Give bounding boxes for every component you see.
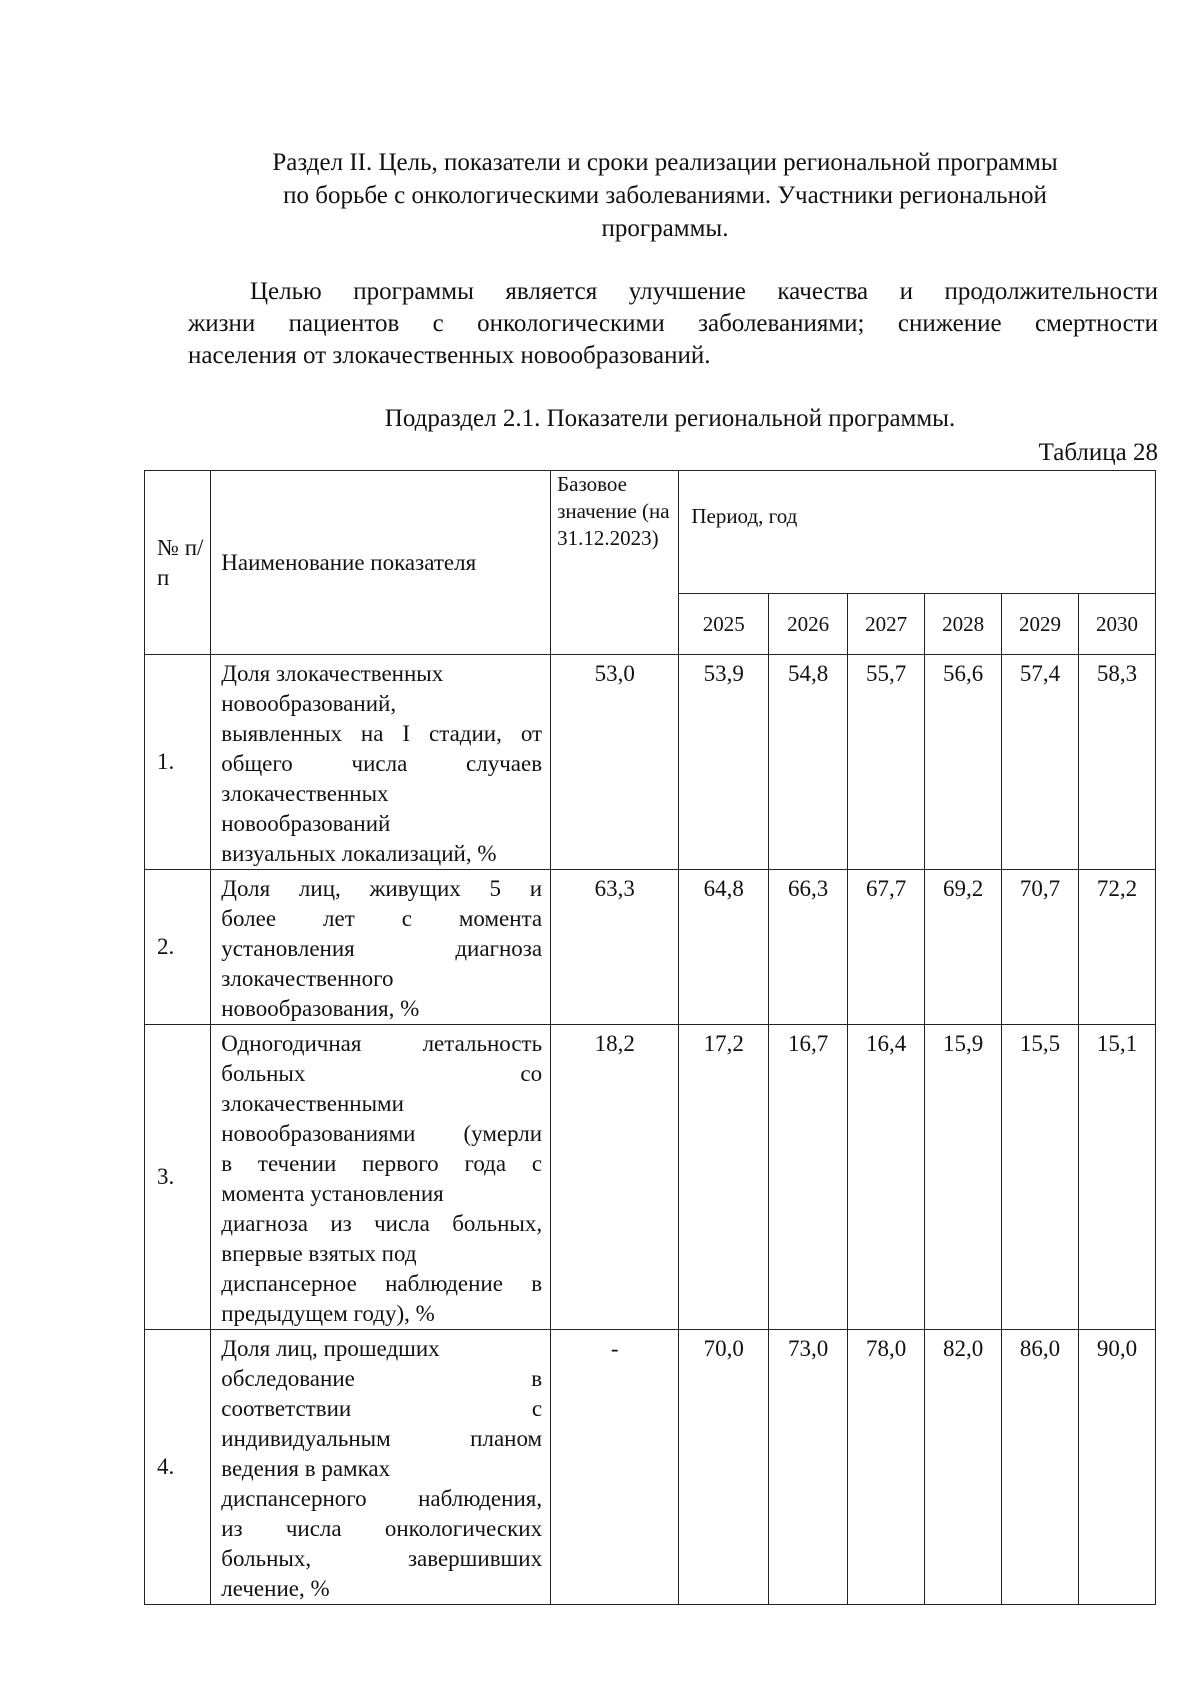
subsection-title: Подраздел 2.1. Показатели региональной программы. [384,405,956,432]
indicator-name-line: злокачественных [221,781,389,806]
indicator-name-line: лечение, % [221,1576,330,1601]
year-value: 69,2 [925,870,1002,1025]
year-value: 73,0 [769,1330,848,1605]
header-row [145,471,1156,594]
year-value: 56,6 [925,655,1002,870]
year-value: 82,0 [925,1330,1002,1605]
section-heading [240,146,1090,245]
goal-line: Целью программы является улучшение качества и продолжительности [250,278,1158,305]
row-number: 2. [145,870,211,1025]
indicator-name-line: диспансерного наблюдения, [221,1486,543,1511]
indicator-name-line: обследование в [221,1366,543,1391]
indicator-name-line: в течении первого года с [221,1151,543,1176]
indicator-name-line: новообразований, [221,691,397,716]
indicator-name-line: общего числа случаев [221,751,543,776]
base-value: 63,3 [551,870,679,1025]
indicator-name-line: Доля лиц, живущих 5 и [221,876,543,901]
year-value: 16,7 [769,1025,848,1330]
goal-paragraph [188,276,1158,372]
indicator-name-line: визуальных локализаций, % [221,841,497,866]
table-row [145,655,1156,870]
indicator-name-line: Доля злокачественных [221,661,444,686]
year-value: 53,9 [679,655,769,870]
year-value: 58,3 [1078,655,1155,870]
base-value: - [551,1330,679,1605]
indicators-table [144,470,1156,1605]
indicator-name-line: больных, завершивших [221,1546,543,1571]
indicator-name-line: из числа онкологических [221,1516,543,1541]
header-year: 2027 [848,594,925,655]
indicator-name-line: Одногодичная летальность [221,1031,543,1056]
table-row [145,1025,1156,1330]
table-label: Таблица 28 [1038,439,1158,466]
section-heading-line: по борьбе с онкологическими заболеваниями. Участники региональной [283,182,1047,209]
year-value: 55,7 [848,655,925,870]
year-value: 54,8 [769,655,848,870]
goal-line: жизни пациентов с онкологическими заболеваниями; снижение смертности [188,310,1158,337]
year-value: 67,7 [848,870,925,1025]
indicator-name [211,1330,551,1605]
base-value: 53,0 [551,655,679,870]
table-row [145,870,1156,1025]
header-name: Наименование показателя [211,471,551,655]
indicator-name-line: злокачественными [221,1091,404,1116]
year-value: 15,9 [925,1025,1002,1330]
year-value: 78,0 [848,1330,925,1605]
year-value: 15,5 [1002,1025,1079,1330]
header-year: 2029 [1002,594,1079,655]
indicator-name-line: индивидуальным планом [221,1426,543,1451]
indicator-name-line: выявленных на I стадии, от [221,721,543,746]
indicator-name-line: новообразований [221,811,391,836]
indicator-name-line: момента установления [221,1181,444,1206]
indicator-name-line: впервые взятых под [221,1241,417,1266]
year-value: 57,4 [1002,655,1079,870]
year-value: 15,1 [1078,1025,1155,1330]
header-base: Базовое значение (на 31.12.2023) [551,471,679,655]
row-number: 4. [145,1330,211,1605]
indicator-name-line: ведения в рамках [221,1456,391,1481]
year-value: 66,3 [769,870,848,1025]
indicator-name-line: новообразованиями (умерли [221,1121,543,1146]
header-year: 2025 [679,594,769,655]
base-value: 18,2 [551,1025,679,1330]
section-heading-line: Раздел II. Цель, показатели и сроки реализации региональной программы [272,149,1058,176]
indicator-name [211,1025,551,1330]
section-heading-line: программы. [601,215,729,242]
year-value: 90,0 [1078,1330,1155,1605]
year-value: 72,2 [1078,870,1155,1025]
indicator-name [211,870,551,1025]
indicator-name-line: Доля лиц, прошедших [221,1336,440,1361]
indicator-name [211,655,551,870]
indicator-name-line: злокачественного [221,966,394,991]
indicator-name-line: новообразования, % [221,996,420,1021]
header-period: Период, год [679,471,1156,594]
table-row [145,1330,1156,1605]
header-year: 2026 [769,594,848,655]
header-year: 2028 [925,594,1002,655]
indicator-name-line: больных со [221,1061,543,1086]
header-year: 2030 [1078,594,1155,655]
row-number: 1. [145,655,211,870]
header-num: № п/п [145,471,211,655]
year-value: 17,2 [679,1025,769,1330]
indicator-name-line: диспансерное наблюдение в [221,1271,543,1296]
goal-line: населения от злокачественных новообразований. [188,342,711,369]
indicator-name-line: предыдущем году), % [221,1301,435,1326]
indicator-name-line: установления диагноза [221,936,543,961]
year-value: 70,0 [679,1330,769,1605]
indicator-name-line: соответствии с [221,1396,543,1421]
year-value: 16,4 [848,1025,925,1330]
year-value: 86,0 [1002,1330,1079,1605]
table-body [145,655,1156,1605]
year-value: 70,7 [1002,870,1079,1025]
row-number: 3. [145,1025,211,1330]
year-value: 64,8 [679,870,769,1025]
indicator-name-line: более лет с момента [221,906,543,931]
indicator-name-line: диагноза из числа больных, [221,1211,543,1236]
